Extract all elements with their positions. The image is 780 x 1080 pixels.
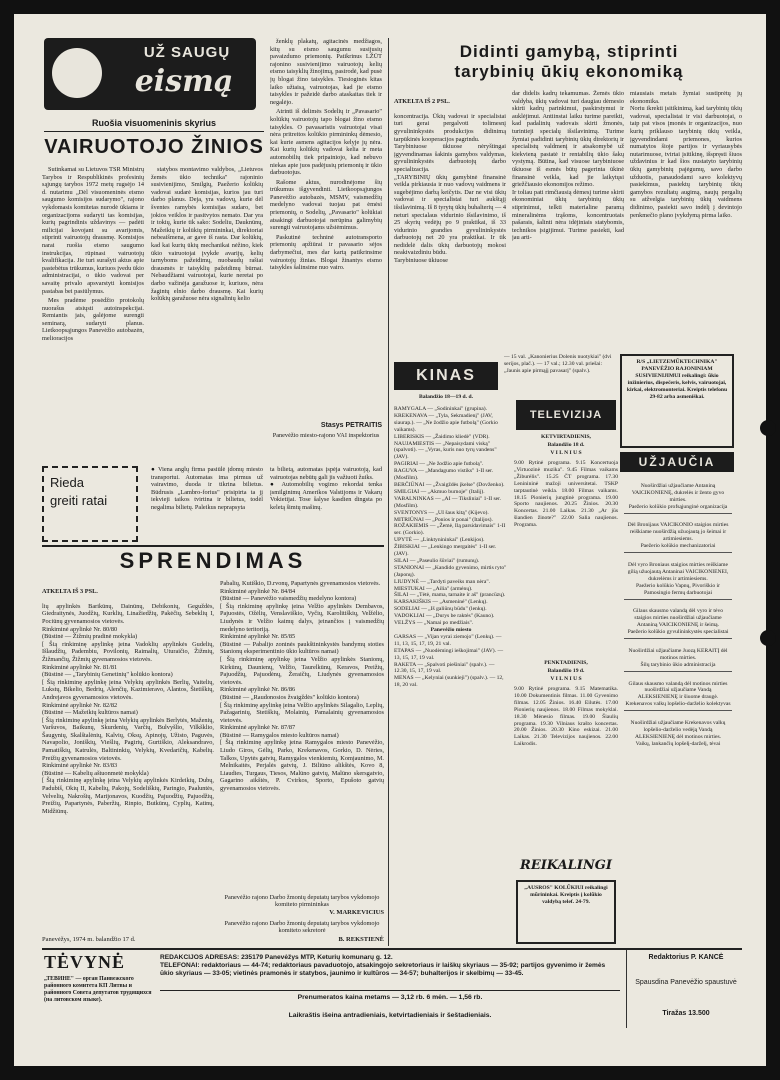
kinas-item: RAKETA — „Spalvoti piešiniai" (spalv.). — 12.30, 15, 17, 19 val. — [394, 661, 495, 675]
kinas-item: RAMYGALA — „Sodininkai" (grupina). — [394, 406, 488, 412]
kinas-item: SMILGIAI — „Akmuo burnoje" (Italij). — [394, 488, 485, 495]
kinas-top: — 15 val. „Kanonierius Dolenis nuotykiai" (dvi serijos, plač.). — 17 val.; 12.30 val. priešai: „Jaunis apie pirmąjį pavasarį" (spalv.). — [504, 354, 612, 374]
notes-col2: ● Viena anglų firma pasiūlė įdomų miesto transportui. Automatas ima pirmus už vairavimo, duoda ir tikrina bilietus. Būdrusis „Lambro-forius" prisipirta ta jį iekvieji taikos tvirtina ir bilietus, todėl negalima bilietų. Paleikus neprapsyta — [151, 466, 263, 511]
tv-logo — [516, 400, 616, 430]
sprendimas-date: Panevėžys, 1974 m. balandžio 17 d. — [42, 936, 136, 943]
article1-p7: Paskutinė techninė autotransporto priemonių apžiūrai ir pavasario sėjos darbymečiui, mes dar kartą patikrinsime vairuotojų žinias. Blogai žinantys eismo taisykles šalinsime nuo vairo. — [270, 233, 382, 272]
logo-text-top: UŽ SAUGŲ — [143, 44, 231, 61]
kinas-logo — [394, 362, 498, 390]
logo-banner — [44, 38, 256, 110]
tv-city1: V I L N I U S — [550, 450, 582, 456]
kinas-item: VABALNINKAS — „AI — Tiksliniai" 1-II ser. (Mosfilm). — [394, 495, 502, 509]
article1-col3 — [270, 38, 382, 450]
notice-text: R/S „LIETZEMŪKTECHNIKA" PANEVĖŽIO RAJONINIAM SUSIVIENIJIMUI reikalingi: ūkio inžinierius, dispečeris, kelvis, vairuotojai, kirkai, elektromonteriai. Kreiptis telefonu 29-82 arba asmeniškai. — [626, 359, 728, 400]
footer-editor: Redaktorius P. KANCĖ — [648, 954, 724, 961]
kinas-item: ŽIBISKIAI — „Lenkingo mergaitės" 1-II ser. (JAV). — [394, 544, 497, 558]
kinas-item: SILAI — „Paseulio šūviai" (rumunų). — [394, 557, 480, 564]
signer2-role: Panevėžio rajono Darbo žmonių deputatų tarybos vykdomojo komiteto sekretorė — [224, 920, 380, 935]
kinas-item: SVENTONYS — „UI šaus kitą" (Kijevo). — [394, 509, 489, 516]
reikalingi-box — [516, 880, 616, 944]
kinas-item: UPYTĖ — „Linktynininkai" (Lenkijos). — [394, 537, 485, 544]
logo-text-bottom: eismą — [134, 64, 234, 99]
kinas-item: KREKENAVA — „Tyla, Sekmadienį" (JAV, siaurap.). — „Ne žodžio apie futbolą" (Gorkio vaikams). — [394, 412, 498, 433]
kinas-item: LIUDYNĖ — „Tardyti paveiks man nėra". — [394, 578, 491, 585]
kinas-item: PAGIRIAI — „Ne žodžio apie futbolą". — [394, 461, 484, 468]
kinas-item: GARSAS — „Vijan vyrai ziemojo" (Lenkų). — 11, 13, 15, 17, 19, 21 val. — [394, 633, 502, 647]
footer-schedule: Laikraštis išeina antradieniais, ketvirtadieniais ir šeštadieniais. — [288, 1012, 492, 1019]
tv-day2-date: Balandžio 19 d. — [547, 668, 585, 674]
notes-col3-b: ● Automobilių vogimo rekordai tenka įsmilginimų Amerikos Valstijoms ir Vakarų Vokietijai. Tose šalyse kasdien dingsta po keletą šimtų mašinų. — [270, 481, 382, 511]
kinas-item: SODELIAI — „Iš galiūnų būdu" (lenkų). — [394, 606, 487, 613]
uzjauta-item: Nuoširdžiai užjaučiame Krekenavos valkų lopšelio-darželio vedėją Vandą ALEKSIENIENĘ dėl motinos mirties. Vaikų, lankančių lopšelį-darželį, tėvai — [630, 720, 726, 747]
rieda-text: Rieda greiti ratai — [50, 475, 108, 508]
rieda-box — [42, 466, 138, 542]
article2-col3: miausiais metais žymiai sustiprėtų jų ekonomika. Noriu ikrekti įsitikinimą, kad tarybinių ūkių vadovai, specialistai ir visi darbuotojai, o taip pat visos įmonės ir organizacijos, nuo kurių priklauso tarybinių ūkių veikla, įgyvendindami priemones, kurios numatytos šioje partijos ir vyriausybės nutarimuose, tvirtai įsitikinę, išspręsti šiuos uždavinius ir kad šios nustatyto tarybinių ūkių gamybinių pajėgumų, savo darbo užduotis, panaudodami savo kolektyvų pasiekimus, pasiektų tarybinių ūkių gamybos rezultatų augimą, naujų pergalių su atžvelgia tarybinių ūkių vaidmens didinimo, pasiekti savo indėlį į devintojo penkmečio plano įvykdymą pirma laiko. — [630, 90, 742, 219]
uzjauta-item: Gilaus skausmo valandą dėl motinos mirties nuoširdžiai užjaučiame Vandą ALEKSIENIENĘ ir šiuome draugė. Krekenavos valkų lopšelio-darželio kolektyvas — [624, 681, 732, 712]
title-rule — [44, 131, 264, 132]
signer1-role: Panevėžio rajono Darbo žmonių deputatų tarybos vykdomojo komiteto pirmininkas — [224, 894, 380, 909]
tv-day1-text: 9.00 Rytinė programa. 9.15 Koncertuoja „Virtuozinė muzika". 9.45 Filmas vaikams „Žiburėlis". 15.25 ČT programa. 17.30 Leninininė mažoji universitetai. TSKP tarptautinė veikla. 18.00 Filmas vaikams. 18.15 Pionierių jungtinė programa. 19.00 Sporto naujienos. 20.25 Žinios. 20.30 Koncertas. 21.00 Laikas. 21.30 „Ar jūs šiandien žinote?" 22.00 Salia naujienos. Programa. — [514, 460, 618, 529]
reikalingi-text: „AUSROS" KOLŪKIUI reikalingi mūrininkai. Kreiptis į kolūkio valdybą telef. 24-79. — [524, 885, 608, 905]
sprendimas-title: SPRENDIMAS — [119, 548, 307, 573]
tv-day1-date: Balandžio 18 d. — [547, 442, 585, 448]
footer-inner-rule — [160, 990, 620, 991]
kinas-date: Balandžio 18—19 d. d. — [419, 394, 473, 400]
kinas-item: VADOKLIAI — „Durys be raktės" (Kauno). — [394, 613, 495, 620]
rule-above-sprendimas — [42, 545, 384, 547]
uzjauta-item: Dėl Bronijaus VAICIKONIO staigios mirties reiškiame nuoširdžią užuojautą jo šeimai ir artimiesiems. Paežerio kolūkio mechanizatoriai — [624, 522, 732, 553]
uzjauta-item: Nuoširdžiai užjaučiame Antaniną VAICIKONIENĘ, dukrelės ir žento gyvo mirties. Paežerio kolūkio profsąjunginė organizacija — [624, 483, 732, 514]
section-label: Ruošia visuomeninis skyrius — [91, 118, 217, 128]
kinas-item: ETAPAS — „Nuodėmingi ieškojimai" (JAV). — 13, 15, 17, 19 val. — [394, 647, 504, 661]
article1-p1: Sutinkamai su Lietuvos TSR Ministrų Tarybos ir Respublikinės profesinių sąjungų tarybos 1972 metų rugsėjo 14 d. nutarimu „Dėl visuomeninės eismo saugumo komisijos sudarymo", rajono vykdomasis komitetas nurodė ūkiams ir organizacijoms sudaryti tas komisijas, kurių pagrindinis uždavinys — padėti milicijai kovojant su avarijomis, stiprinti vairuotojų drausmę. Komisijos narai ruošia eismo saugumo instrukcijas, rūpinasi vairuotojų kvalifikacija. Jie turi surašyti aktus apie pastebėtus trūkumus, kuriuos įvedu ūkio administracijai, o ūkio vadovai per savaitę privalo apsvarstyti komisijos pastabas bei pasiūlymus. — [42, 166, 144, 295]
author-role: Panevėžio miesto-rajono VAI inspektorius — [272, 432, 380, 439]
sprendimas-text1: lių apylinkės Barikūnų, Dainūnų, Debikonių, Geguždės, Giedraitynės, Juodžių, Kurklių, Linažiedžių, Pakėčių, Sebeklių I, Pociūnų gyvenamosios vietovės. Rinkiminė apylinkė Nr. 80/80 (Būstinė — Žižmių pradinė mokykla) [ Šią rinkiminę apylinkę įeina Vadoklių apylinkės Gudelių, Išlaudžių, Padembiu, Povilonių, Raimalių, Uturaičio, Žižmių, Žižmančių, Žižmių gyvenamosios vietovės. Rinkiminė apylinkė Nr. 81/81 (Būstinė — „Tarybinių Genetinių" kolūkio kontora) [ Šią rinkiminę apylinkę įeina Velykių apylinkės Berlių, Vaitelių, Lukstų, Bikelio, Bedrių, Alenčių, Kazimieravo, Alantos, Štetiškių, Andrejavos gyvenamosios vietovės. Rinkiminė apylinkė Nr. 82/82 (Būstinė — Mažeikių kultūros namai) [ Šią rinkiminę apylinkę įeina Velykių apylinkės Berlytės, Maženių, Varšuvos, Baikunų, Skurdenių, Varčių, Bulvyšlio, Vilkšklio, Šaugynių, Skalštalėnių, Kalvių, Oksų, Apinojų, Užisto, Paguvės, Navapolio, Joniškių, Viešlių, Pagirių, Gurtiškio, Aleksandravo, Pamatiškių, Katrulės, Baltininkių, Velykių, Kvedaričių, Kabelių. Preižių gyvenamosios vietovės. Rinkiminė apylinkė Nr. 83/83 (Būstinė — Kabelių aštuonmetė mokykla) [ Šią rinkiminę apylinkę įeina Velykių apylinkės Kirdeikių, Dubų, Padubiš, Okių II, Kabelių, Pakojų, Sodeliškių, Paringio, Paaluntės, Velvelių, Nakrošių, Marijonavos, Kuodžių, Pajuodžių, Pajuodžių, Preižių, Papartynės, Paberžių, Rinpio, Butkūnų, Cyplių, Katinų, Midžiūnų. — [42, 602, 214, 815]
article2-cont: ATKELTA IŠ 2 PSL. — [394, 97, 450, 105]
main-title: VAIRUOTOJO ŽINIOS — [44, 136, 264, 158]
signer2: B. REKSTIENĖ — [338, 936, 384, 943]
notice-box — [620, 354, 734, 448]
article2-text1: koncentracija. Ūkių vadovai ir specialistai turi gerai pergalvoti tolimesnį gyvulininkystės produkcijos didinimą tarpūkinės kooperacijos pagrindu. Tarybiniuose ūkiuose nėryštingai įgyvendinamas šakinis gamybos valdymas, gyvulininkystės darbuotojų darbo specializacija. „TARYBINIŲ ūkių gamybinė finansinė veikla pirkiausia ir nuo vadovų vaidmens ir sugebėjimo darbą keičytis. Dar ne visi ūkių vadovai ir specialistai turi aukštąjį išsilavinimą. Iš 8 tyrytų ūkių buhalterių — 4 neturi specialaus vidurinio išsilavinimo, iš 25 skyrių vedėjų po 9 praktikai, iš 33 vidurinio grandies gyvulininkystės darbuotojų net 20 yra praktikai. Ir tik nedidelė dalis ūkių darbuotojų mokosi neakivaizdiniu būdu. Tarybiniuose ūkiuose — [394, 112, 506, 265]
footer-price: Prenumeratos kaina metams — 3,12 rb. 6 mėn. — 1,56 rb. — [297, 994, 483, 1001]
article1-p3: statybos montavimo valdybos, „Lietuvos žemės ūkio technika" rajoninio susivienijimo, Smilgių, Paežerio kolūkių vadovai sudarė komisijas, kurios jau turi darbo planus. Deja, yra vadovų, kurie dėl šventes ramybės komisijas sudaro, bet jokios veiklos ir pasitvytos nemato. Dar yra ir tokių, kurie tik sako: Sodeliu, Dauknūnų, Mažeikių ir kolūkių pirmininkai, direktoriai nebeaišmena, ar gave iš rasta. Dar kolūkių, kad kai kurių ūkių mechanikai nėžino, kiek ūkio vairuotojai įvykde avarijų, kelių tarnyboms pažeidimų, nuobaudų rašiai drausmės ir taisyklių pažeidimų būrnai. Nebaudžiami vairuotojai, kurie neretai po darbo važinėja garažuose ir, kuriuos, nėra žagintų elnio darbo drausmę. Kai kurių kolūkių garažuose nėra signalinių kelio — [151, 166, 263, 303]
footer-rule — [42, 948, 742, 950]
notes-col3-a: ta bilietą, automatas įspėja vairuotoją, kad vairuotojas nebūtų gali jis važiuoti žuiks. — [270, 466, 382, 481]
notes-col3 — [270, 466, 382, 542]
tv-city2: V I L N I U S — [550, 676, 582, 682]
kinas-item: VELŽYS — „Namai po medžiais". — [394, 620, 474, 627]
tv-day2-text: 9.00 Rytinė programa. 9.15 Matematika. 10.00 Dokumentinis filmas. 11.00 Gyvenimo filmas. 12.05 Žinios. 16.40 Eilutės. 17.00 Pionierių naujienos. 18.00 Filmas mokyklai. 18.30 Mėnesio filmas. 19.00 Šiaulių programa. 19.30 Vilniaus krašto koncertas. 20.00 Žinios. 20.30 Kino eskizai. 21.00 Laikas. 21.30 Televizijos naujienos. 22.00 Laikrodis. — [514, 686, 618, 748]
uzjauta-item: Nuoširdžiai užjaučiame Juozą KERAITĮ dėl motinos mirties. Šilų tarybinio ūkio administracija — [624, 648, 732, 672]
kinas-item: Panevėžio miesto — [430, 627, 472, 633]
traffic-icon — [52, 48, 102, 98]
article2-col1 — [394, 90, 506, 352]
kinas-list — [394, 406, 508, 946]
tv-day1: KETVIRTADIENIS, — [541, 434, 591, 440]
kinas-item: NAUJAMIESTIS — „Nepaisydami viską" (spalvoti). — „Vyras, kuris nuo tyrų vandens" (JAV). — [394, 440, 497, 461]
article2-title-2: tarybinių ūkių ekonomiką — [454, 62, 684, 81]
kinas-item: KARSAKIŠKIS — „Asmeninė" (Lenkų). — [394, 599, 488, 606]
tv-logo-text: TELEVIZIJA — [529, 409, 603, 421]
footer-circulation: Tiražas 13.500 — [662, 1010, 710, 1017]
footer-divider — [626, 950, 627, 1028]
kinas-item: RAGUVA — „Mandagumo vistiks" 1-II ser. (Mosfilm). — [394, 468, 494, 482]
binder-hole — [760, 420, 776, 436]
article1-p6: Rašome aktus, nurodinėjome šių trūkumus išgyvendinti. Lietkoopsąjungos Panevėžio autobazės, MSMV, vaismedžių medelyno vadovai tuojau pat ėmėsi priemonių, o Sodelių, „Pavasario" kolūkiai atsakingi darbuotojai nerūpina galimybių surengti vairuotojams užsiėmimus. — [270, 178, 382, 232]
kinas-item: ŠILAI — „Tėtė, mama, tarnaite ir aš" (prancūzų). — [394, 592, 506, 599]
author-name: Stasys PETRAITIS — [320, 422, 382, 429]
kinas-item: BERČIŪNAI — „Žvaigždės įkelse" (Dovženko). — [394, 481, 505, 488]
uzjauta-item: Gilaus skausmo valandą dėl vyro ir tėvo staigios mirties nuoširdžiai užjaučiame Antaniną VAICIKONIENĘ ir šeimą. Paežerio kolūkio gyvulininkystės specialistai — [624, 608, 732, 639]
uzjauta-item: Dėl vyro Broniaus staigios mirties reiškiame gilią užuojautą Antaninai VAICIKONIENEI, dukrelėms ir artimiesiems. Paežerio kolūkio Vapnų, Pivoriškio ir Pamosingio fermų darbuotojai — [624, 562, 732, 600]
sprendimas-cont: ATKELTA IŠ 3 PSL. — [42, 587, 98, 595]
footer-address: REDAKCIJOS ADRESAS: 235179 Panevėžys MTP, Keturių komunarų g. 12. — [160, 954, 393, 961]
signer1: V. MARKEVICIUS — [329, 909, 384, 916]
article1-col2 — [151, 166, 263, 456]
article2-title-1: Didinti gamybą, stiprinti — [459, 42, 679, 61]
reikalingi-title: REIKALINGI — [520, 858, 612, 873]
column-divider — [388, 38, 389, 946]
newspaper-page — [14, 14, 766, 1066]
tv-day2: PENKTADIENIS, — [544, 660, 588, 666]
article1-p5: Atrinti iš delimės Sodelių ir „Pavasario" kolūkių vairuotojų tapo blogai žino eismo taisykles. O pavasaristis vairuotojai visai nėra pritreitos kolūkio pirmininkų dėmesio, kai kurie asmens agitacijos kelyje jų nėra. Kai kurių kolūkių vadovai kelia ir meta automobilių tiek pripainiojo, kad nebuvo niekas apie juos padėjusių priemonių ir ūkio darbuotojus. — [270, 108, 382, 177]
kinas-item: STANIONAI — „Kandido gyvenimo, mirtis ryto" (Japonų). — [394, 564, 507, 578]
uzjautos-list — [624, 476, 732, 946]
uzjautos-banner — [620, 452, 734, 472]
article1-col1 — [42, 166, 144, 466]
kinas-item: ROŽAKIEMIS — „Žemė, Ilą parsidavimais" 1-II ser. (Gorkio). — [394, 523, 506, 537]
kinas-item: MENAS — „Kelyniai (sunkieji") (spalv.). — 12, 18, 20 val. — [394, 675, 504, 689]
article1-p2: Mes pradėme posėdžio protokolų nuorašus atsiųsti autoinspekcijai. Remiantis jais, galėjome surengti seminarą, sudaryti planus. Lietkoopsąjungos Panevėžio autobazėn, melioracijos — [42, 297, 144, 343]
kinas-item: LIBERISKIS — „Žaidimo kliedė" (VDR). — [394, 433, 490, 440]
footer-printer: Spausdina Panevėžio spaustuvė — [635, 979, 737, 986]
footer-phones: TELEFONAI: redaktoriaus — 44-74; redaktoriaus pavaduotojo, atsakingojo sekretoriaus ir laiškų skyriaus — 35-92; partijos gyvenimo ir žemės ūkio skyriaus — 33-05; vietinės pramonės ir statybos, jaunimo ir kultūros — 34-57; buhalterijos ir skelbimų — 33-45. — [160, 962, 606, 977]
kinas-item: MITRIŪNAI — „Ponios ir ponai" (Italijos). — [394, 516, 493, 523]
kinas-logo-text: KINAS — [416, 367, 476, 384]
article1-p4: ženklų plakatų, agitacinės medžiagos, kitų su eismo saugumu susijusių pavaizdumo priemonių. Patikrinus LŽŪT rajonino susivienijimo vairuotojų kelių eismo taisyklių žinojimą, pasirodė, kad pusė jų blogai žino taisykles. Tiesioginės kitas laiko užtaisą, vairuotojas, kad jie eismo taisykles ir pažeidė darbo ataskaitas tiek ir negalėjo. — [270, 38, 382, 106]
sprendimas-col1 — [42, 580, 214, 894]
uzjautos-title: UŽJAUČIA — [638, 455, 716, 469]
binder-hole — [760, 630, 776, 646]
footer-logo-note: „ТЕВИНЕ" — орган Панвежского районного комитета КП Литвы и районного Совета депутатов трудящихся (на литовском языке). — [44, 976, 152, 1003]
article2-col2: dar didelis kadrų tekamumas. Žemės ūkio valdyba, ūkių vadovai turi daugiau dėmesio skirti kadrų parinkimui, paskirstymui ir auklėjimui. Antiinstai laiku turime pareikti, kad padalinių vadovais skirti žmonės, turintieji specialų išsilavinimą. Turime žymiai padidinti tarybinių ūkių direktorių ir specialistų valdmenį ir atsakomybė už kiekvieną pastatė ir rentabilių ūkio šakų vystymą. Būtina, kad visuose tarybiniuose ūkiuose iš esmės būtų pagerinta ūkinė finansinė veikla, kad jie laikytųsi griežčiausio ekonomijos režimo. Ir toliau pati rimčiausią dėmesį turime skirti ekonominiai ūkių tarybinių ūkių stiprinimui, telkti materialine paramą mineralinėms trąšoms, koncentruotais pašarais, šalinti nėra idėjiniais statybomis, technikos įsigijimui. Turime pasiekti, kad jau arti- — [512, 90, 624, 242]
sprendimas-col2: Pabalių, Kutiškio, D.rvonų, Papartynės gyvenamosios vietovės. Rinkiminė apylinkė Nr. 84/84 (Būstinė — Panevėžio vaismedžių medelyno kontora) [ Šią rinkiminę apylinkę įeina Velžio apylinkės Dembavos, Pajuostės, Ožėlių, Venslaviškio, Vyčių, Karolitiškių, Velžėlio, Liudynės ir Velžio kaimų dalys, įeinančios į vaismedžių medelyno teritoriją. Rinkiminė apylinkė Nr. 85/85 (Būstinė — Pabalijo zoninės paukštininkystės bandymų stoties Stanionų eksperimentinio ūkio kultūros namai) [ Šią rinkiminę apylinkę įeina Velžio apylinkės Stanionų, Kirkūnų, Daunienų, Velžio, Taurelkūnų, Keravos, Preižių, Pajuodžių, Pajuodėnų, Žeraičių, Liudynės gyvenamosios vietovės. Rinkiminė apylinkė Nr. 86/86 (Būstinė — „Raudonosios žvaigždės" kolūkio kontora) [ Šią rinkiminę apylinkę įeina Velžio apylinkės Silagalio, Leplių, Pažagarinių, Stetiškių, Molainių, Pamalainių gyvenamosios vietovės. Rinkiminė apylinkė Nr. 87/87 (Būstinė — Ramygalos miesto kultūros namai) [ Šią rinkiminę apylinkę įeina Ramygalos miesto Panevėžio, Liudo Giros, Gėlių, Parko, Krekenavos, Gorkio, D. Nėries, Talkos, Upytės gatvių, Ramygalos vienkiemių, Komjaunimo, M. Melnikaitės, Perjalės gatvių, J. Biliūno alikštės, Kovo 8, Liaudies, Turgaus, Tiesos, Malūno gatvių, Malūno skersgatvio, Gagarino aikštės, P. Cvirkos, Sporto, Epušoto gatvių gyvenamosios vietovės. — [220, 580, 384, 793]
kinas-item: MIESTUKAI — „Ailia" (armėnų). — [394, 585, 473, 592]
footer-logo: TĖVYNĖ — [44, 952, 126, 972]
